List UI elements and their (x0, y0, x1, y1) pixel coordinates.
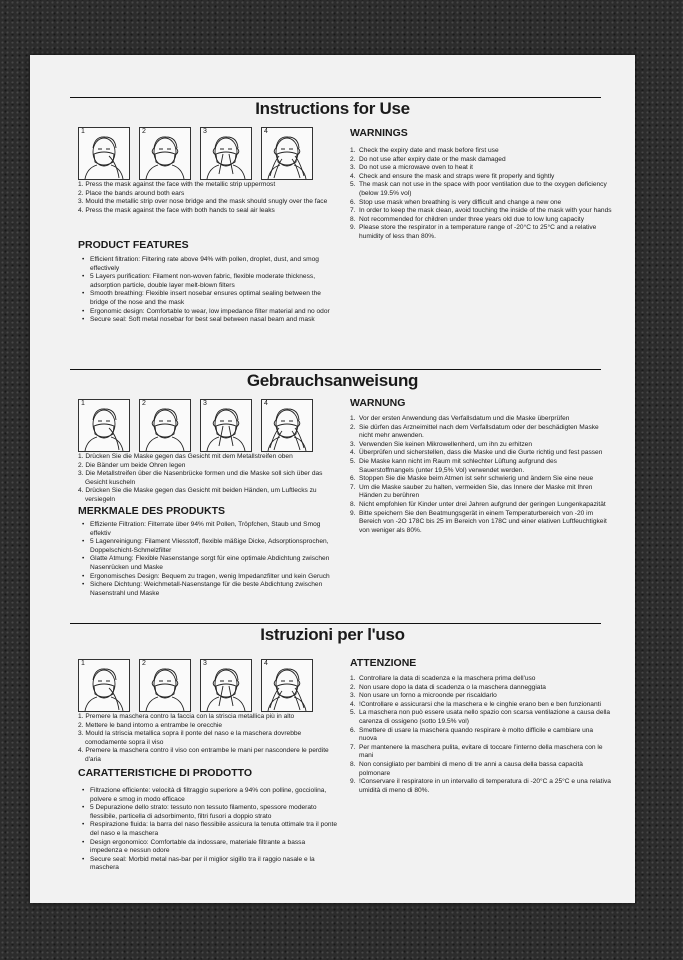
fitting-step: 2. Mettere le band intorno a entrambe le orecchie (78, 721, 223, 729)
warning-item (350, 424, 612, 441)
warning-number: 2. (350, 155, 356, 163)
warning-number: 9. (350, 778, 356, 786)
warning-text: Stoppen Sie die Maske beim Atmen ist sehr schwierig und ändern Sie eine neue (359, 475, 594, 483)
figure-number: 2 (142, 128, 146, 135)
warning-text: Um die Maske sauber zu halten, vermeiden Sie, das Innere der Maske mit Ihren Händen zu berühren (359, 483, 593, 500)
fitting-step: 3. Die Metallstreifen über die Nasenbrücke formen und die Maske soll sich über das Gesicht kuscheln (78, 470, 323, 486)
warning-item (350, 692, 612, 701)
warning-text: Stop use mask when breathing is very difficult and change a new one (359, 198, 562, 206)
fitting-step-figure (200, 659, 252, 712)
warning-item (350, 761, 612, 778)
warning-number: 4. (350, 700, 356, 708)
warning-text: Non consigliato per bambini di meno di tre anni a causa della bassa capacità polmonare (359, 760, 583, 777)
fitting-step: 4. Premere la maschera contro il viso con entrambe le mani per nascondere le perdite d'aria (78, 747, 329, 763)
warning-text: Per mantenere la maschera pulita, evitare di toccare l'interno della maschera con le mani (359, 743, 603, 760)
warning-item (350, 727, 612, 744)
mask-wearer-illustration (262, 400, 312, 451)
figure-number: 3 (203, 128, 207, 135)
fitting-step-figure (261, 659, 313, 712)
feature-item: • Filtrazione efficiente: velocità di filtraggio superiore a 94% con polline, gocciolina, polvere e smog in modo efficace (80, 787, 338, 804)
feature-item: • 5 Lagenreinigung: Filament Vliesstoff, flexible mäßige Dicke, Adsorptionsprochen, Doppelschicht-Schmelzfilter (80, 538, 338, 555)
feature-item: • Design ergonomico: Comfortable da indossare, materiale filtrante a bassa impedenza e nessun odore (80, 839, 338, 856)
section-rule (70, 623, 601, 624)
fitting-diagrams (78, 659, 313, 712)
section-rule (70, 369, 601, 370)
feature-item: • Secure seal: Morbid metal nas-bar per il miglior sigillo tra il raggio nasale e la maschera (80, 856, 338, 873)
warning-text: Please store the respirator in a temperature range of -20°C to 25°C and a relative humidity of less than 80%. (359, 224, 597, 240)
warning-item (350, 675, 612, 684)
warning-item (350, 181, 612, 198)
warning-text: Smettere di usare la maschera quando respirare è molto difficile e cambiare una nuova (359, 726, 594, 743)
warning-number: 6. (350, 475, 356, 483)
warning-text: Do not use a microwave oven to heat it (359, 164, 473, 172)
warnings-heading: ATTENZIONE (350, 657, 417, 669)
instruction-sheet (30, 55, 635, 903)
features-heading: PRODUCT FEATURES (78, 239, 189, 251)
mask-wearer-illustration (201, 660, 251, 711)
warning-number: 3. (350, 692, 356, 700)
fitting-step: 1. Premere la maschera contro la faccia con la striscia metallica più in alto (78, 713, 295, 720)
warnings-list (350, 147, 612, 242)
warning-text: Non usare un forno a microonde per riscaldarlo (359, 692, 497, 700)
warning-item (350, 207, 612, 216)
warning-item (350, 510, 612, 536)
fitting-step: 3. Mould la striscia metallica sopra il ponte del naso e la maschera dovrebbe comodamente sopra il viso (78, 730, 302, 746)
mask-wearer-illustration (140, 400, 190, 451)
warning-text: Verwenden Sie keinen Mikrowellenherd, um ihn zu erhitzen (359, 440, 532, 448)
feature-item: • Sichere Dichtung: Weichmetall-Nasenstange für die beste Abdichtung zwischen Nasenstrahl und Maske (80, 581, 338, 598)
warning-text: Sie dürfen das Arzneimittel nach dem Verfallsdatum oder der beschädigten Maske nicht mehr anwenden. (359, 423, 599, 440)
fitting-step-figure (139, 127, 191, 180)
warnings-heading: WARNUNG (350, 397, 406, 409)
mask-wearer-illustration (79, 400, 129, 451)
fitting-step-figure (78, 659, 130, 712)
warning-text: Check and ensure the mask and straps were fit properly and tightly (359, 172, 555, 180)
fitting-step: 4. Press the mask against the face with both hands to seal air leaks (78, 206, 275, 214)
fitting-step-figure (200, 127, 252, 180)
mask-wearer-illustration (79, 128, 129, 179)
warning-number: 8. (350, 760, 356, 768)
warning-number: 9. (350, 224, 356, 232)
fitting-step: 2. Die Bänder um beide Ohren legen (78, 461, 186, 469)
warning-item (350, 415, 612, 424)
warning-number: 7. (350, 483, 356, 491)
feature-item: • Respirazione fluida: la barra del naso flessibile assicura la tenuta ottimale tra il ponte del naso e la maschera (80, 821, 338, 838)
mask-wearer-illustration (140, 128, 190, 179)
warning-number: 5. (350, 709, 356, 717)
warning-item (350, 199, 612, 208)
feature-item: • Secure seal: Soft metal nosebar for best seal between nasal beam and mask (80, 316, 338, 325)
fitting-step-figure (78, 127, 130, 180)
warning-number: 7. (350, 743, 356, 751)
warning-item (350, 224, 612, 241)
fitting-step-figure (78, 399, 130, 452)
figure-number: 3 (203, 400, 207, 407)
warning-text: Do not use after expiry date or the mask damaged (359, 155, 506, 163)
section-rule (70, 97, 601, 98)
mask-wearer-illustration (201, 128, 251, 179)
warning-text: !Conservare il respiratore in un intervallo di temperatura di -20°C a 25°C e una relativa umidità di meno di 80%. (359, 778, 611, 794)
warning-text: In order to keep the mask clean, avoid touching the inside of the mask with your hands (359, 207, 612, 215)
warning-text: The mask can not use in the space with poor ventilation due to the oxygen deficiency (below 19.5% vol) (359, 181, 607, 197)
fitting-step: 1. Press the mask against the face with the metallic strip uppermost (78, 181, 276, 188)
warning-item (350, 744, 612, 761)
warning-item (350, 173, 612, 182)
warning-number: 7. (350, 207, 356, 215)
mask-wearer-illustration (262, 128, 312, 179)
warning-text: Non usare dopo la data di scadenza o la maschera danneggiata (359, 683, 546, 691)
warning-text: Die Maske kann nicht im Raum mit schlechter Lüftung aufgrund des Sauerstoffmangels (unter 19,5% Vol) verwendet werden. (359, 457, 557, 474)
warning-number: 6. (350, 198, 356, 206)
warning-number: 3. (350, 164, 356, 172)
figure-number: 2 (142, 660, 146, 667)
warning-item (350, 449, 612, 458)
feature-item: • 5 Layers purification: Filament non-woven fabric, flexible moderate thickness, adsorption particle, double layer melt-blown filters (80, 273, 338, 290)
warning-item (350, 475, 612, 484)
section-german (30, 323, 635, 597)
fitting-step-figure (200, 399, 252, 452)
section-title: Gebrauchsanweisung (246, 371, 419, 390)
feature-item: • Smooth breathing: Flexible insert nosebar ensures optimal sealing between the bridge of the nose and the mask (80, 290, 338, 307)
fitting-diagrams (78, 127, 313, 180)
fitting-step-figure (139, 659, 191, 712)
warning-item (350, 701, 612, 710)
section-italian (30, 575, 635, 903)
warning-number: 1. (350, 675, 356, 682)
warning-text: Vor der ersten Anwendung das Verfallsdatum und die Maske überprüfen (359, 415, 570, 422)
warning-number: 5. (350, 457, 356, 465)
fitting-diagrams (78, 399, 313, 452)
figure-number: 3 (203, 660, 207, 667)
fitting-steps (78, 713, 338, 765)
fitting-step: 1. Drücken Sie die Maske gegen das Gesicht mit dem Metallstreifen oben (78, 453, 293, 460)
warning-number: 8. (350, 215, 356, 223)
warning-item (350, 778, 612, 795)
fitting-step: 2. Place the bands around both ears (78, 189, 185, 197)
figure-number: 1 (81, 660, 85, 667)
warnings-list (350, 415, 612, 535)
mask-wearer-illustration (79, 660, 129, 711)
warning-item (350, 684, 612, 693)
warnings-list (350, 675, 612, 795)
feature-item: • 5 Depurazione dello strato: tessuto non tessuto filamento, spessore moderato flessibile, particella di adsorbimento, filtri fusori a doppio strato (80, 804, 338, 821)
fitting-step-figure (261, 399, 313, 452)
warning-number: 2. (350, 683, 356, 691)
warning-number: 5. (350, 181, 356, 189)
figure-number: 1 (81, 128, 85, 135)
warning-item (350, 709, 612, 726)
warning-number: 6. (350, 726, 356, 734)
warning-text: Controllare la data di scadenza e la maschera prima dell'uso (359, 675, 536, 682)
warning-text: La maschera non può essere usata nello spazio con scarsa ventilazione a causa della carenza di ossigeno (sotto 19.5% vol) (359, 709, 611, 725)
warning-text: Bitte speichern Sie den Beatmungsgerät in einem Temperaturbereich von -20 im Bereich von -2O 178C bis 25 im Bereich von 178C und einer elativen Luftfeuchtigkeit von weniger als 80%. (359, 509, 607, 534)
warning-text: !Controllare e assicurarsi che la maschera e le cinghie erano ben e ben funzionanti (359, 700, 601, 708)
figure-number: 2 (142, 400, 146, 407)
warning-text: Nicht empfohlen für Kinder unter drei Jahren aufgrund der geringen Lungenkapazität (359, 500, 606, 508)
mask-wearer-illustration (140, 660, 190, 711)
section-title: Istruzioni per l'uso (260, 625, 405, 644)
fitting-step-figure (139, 399, 191, 452)
section-english (30, 55, 635, 324)
figure-number: 4 (264, 400, 268, 407)
section-title: Instructions for Use (255, 99, 410, 118)
mask-wearer-illustration (262, 660, 312, 711)
feature-item: • Effiziente Filtration: Filterrate über 94% mit Pollen, Tröpfchen, Staub und Smog effektiv (80, 521, 338, 538)
features-list (80, 256, 338, 325)
feature-item: • Efficient filtration: Filtering rate above 94% with pollen, droplet, dust, and smog effectively (80, 256, 338, 273)
figure-number: 1 (81, 400, 85, 407)
fitting-steps (78, 181, 338, 215)
fitting-steps (78, 453, 338, 505)
feature-item: • Ergonomic design: Comfortable to wear, low impedance filter material and no odor (80, 308, 338, 317)
features-heading: CARATTERISTICHE DI PRODOTTO (78, 767, 253, 779)
feature-item: • Glatte Atmung: Flexible Nasenstange sorgt für eine optimale Abdichtung zwischen Nasenrücken und Maske (80, 555, 338, 572)
figure-number: 4 (264, 660, 268, 667)
warning-item (350, 458, 612, 475)
warning-number: 1. (350, 147, 356, 154)
warnings-heading: WARNINGS (350, 127, 408, 139)
warning-item (350, 501, 612, 510)
feature-item: • Ergonomisches Design: Bequem zu tragen, wenig Impedanzfilter und kein Geruch (80, 573, 338, 582)
fitting-step: 3. Mould the metallic strip over nose bridge and the mask should snugly over the face (78, 198, 328, 206)
warning-number: 9. (350, 509, 356, 517)
warning-number: 2. (350, 423, 356, 431)
figure-number: 4 (264, 128, 268, 135)
warning-number: 4. (350, 449, 356, 457)
warning-item (350, 484, 612, 501)
warning-number: 1. (350, 415, 356, 422)
features-list (80, 787, 338, 873)
fitting-step: 4. Drücken Sie die Maske gegen das Gesicht mit beiden Händen, um Luftlecks zu versiegeln (78, 487, 317, 503)
warning-number: 4. (350, 172, 356, 180)
warning-text: Überprüfen und sicherstellen, dass die Maske und die Gurte richtig und fest passen (359, 449, 603, 457)
warning-text: Check the expiry date and mask before first use (359, 147, 499, 154)
warning-item (350, 164, 612, 173)
warning-number: 8. (350, 500, 356, 508)
warning-number: 3. (350, 440, 356, 448)
warning-item (350, 156, 612, 165)
features-heading: MERKMALE DES PRODUKTS (78, 505, 226, 517)
warning-text: Not recommended for children under three years old due to low lung capacity (359, 215, 585, 223)
mask-wearer-illustration (201, 400, 251, 451)
warning-item (350, 147, 612, 156)
fitting-step-figure (261, 127, 313, 180)
